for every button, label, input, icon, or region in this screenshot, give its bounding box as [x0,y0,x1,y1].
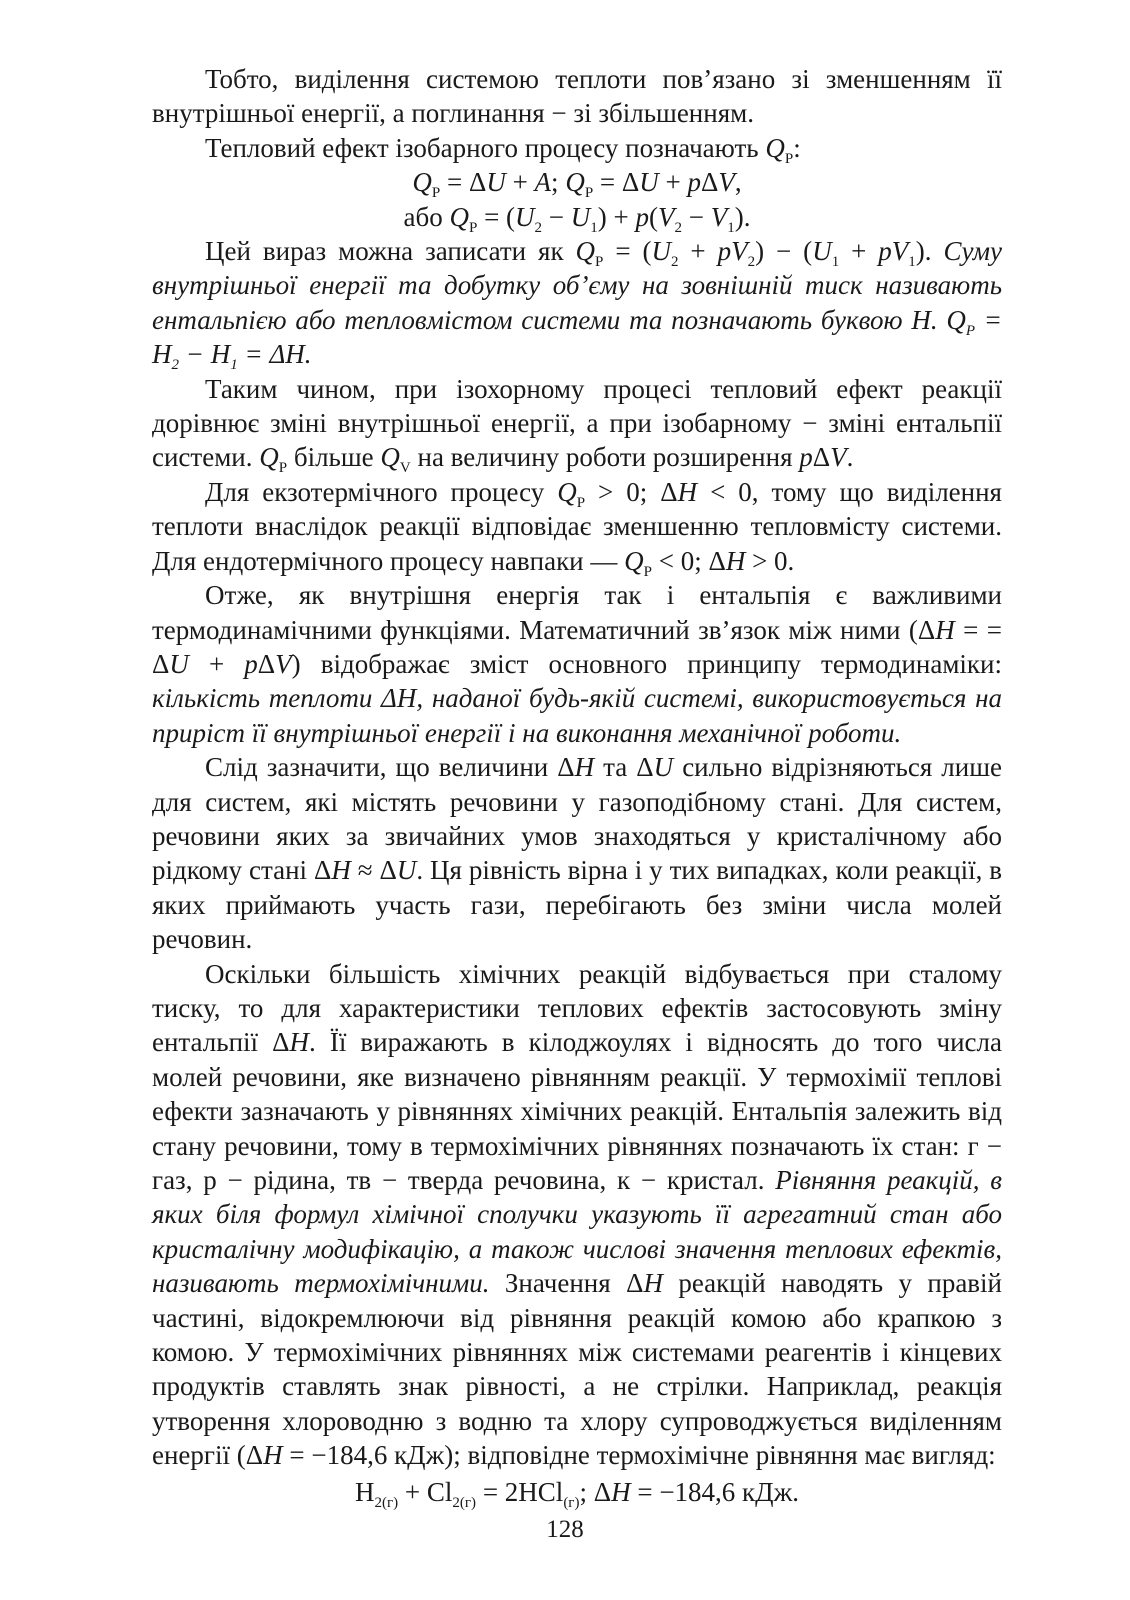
paragraph-2: Тепловий ефект ізобарного процесу позначають $Q_P$: [205,132,801,167]
paragraph-7: Слід зазначити, що величини ΔH та ΔU сильно відрізняються лише для систем, які містять речовини у газоподібному стані. Для систем, речовини яких за звичайних умов знаходяться у кристалічному або рідкому стані ΔH ≈ ΔU. Ця рівність вірна і у тих випадках, коли реакції, в яких приймають участь гази, перебігають без зміни числа молей речовин. [152,752,1003,955]
equation-1: $Q_P = \Delta U + A$; $Q_P = \Delta U + p\Delta V$, [412,167,742,202]
page-number: 128 [546,1516,584,1543]
paragraph-5: Для екзотермічного процесу $Q_P > 0$; ΔH < 0, тому що виділення теплоти внаслідок реакції відповідає зменшенню тепловмісту системи. Для ендотермічного процесу навпаки — $Q_P < 0$; ΔH > 0. [152,476,1002,580]
page-body [152,62,1002,1509]
paragraph-8: Оскільки більшість хімічних реакцій відбувається при сталому тиску, то для характеристики теплових ефектів застосовують зміну ентальпії ΔH. Її виражають в кілоджоулях і відносять до того числа молей речовини, яке визначено рівнянням реакції. У термохімії теплові ефекти зазначають у рівняннях хімічних реакцій. Ентальпія залежить від стану речовини, тому в термохімічних рівняннях позначають їх стан: г − газ, р − рідина, тв − тверда речовина, к − кристал. Рівняння реакцій, в яких біля формул хімічної сполучки указують її агрегатний стан або кристалічну модифікацію, а також числові значення теплових ефектів, називають термохімічними. Значення ΔH реакцій наводять у правій частині, відокремлюючи від рівняння реакцій комою або крапкою з комою. У термохімічних рівняннях між системами реагентів і кінцевих продуктів ставлять знак рівності, а не стрілки. Наприклад, реакція утворення хлороводню з водню та хлору супроводжується виділенням енергії (ΔH = −184,6 кДж); відповідне термохімічне рівняння має вигляд: [152,958,1003,1471]
equation-2: або $Q_P = (U_2 - U_1) + p(V_2 - V_1)$. [403,201,751,236]
paragraph-4: Таким чином, при ізохорному процесі тепловий ефект реакції дорівнює зміні внутрішньої енергії, а при ізобарному − зміні ентальпії системи. $Q_P$ більше $Q_V$ на величину роботи розширення pΔV. [152,373,1002,477]
paragraph-6: Отже, як внутрішня енергія так і ентальпія є важливими термодинамічними функціями. Математичний зв’язок між ними (ΔH = = ΔU + pΔV) відображає зміст основного принципу термодинаміки: кількість теплоти ΔH, наданої будь-якій системі, використовується на приріст її внутрішньої енергії і на виконання механічної роботи. [152,580,1002,748]
thermochemical-equation: $H_{2(г)} + Cl_{2(г)} = 2HCl_{(г)}$; ΔH = −184,6 кДж. [355,1476,799,1511]
paragraph-1: Тобто, виділення системою теплоти пов’язано зі зменшенням її внутрішньої енергії, а поглинання − зі збільшенням. [152,64,1002,129]
paragraph-3: Цей вираз можна записати як $Q_P = (U_2 + pV_2) - (U_1 + pV_1)$. Суму внутрішньої енергії та добутку об’єму на зовнішній тиск називають ентальпією або тепловмістом системи та позначають буквою H. $Q_P = H_2 - H_1 = \Delta H$. [152,236,1003,374]
